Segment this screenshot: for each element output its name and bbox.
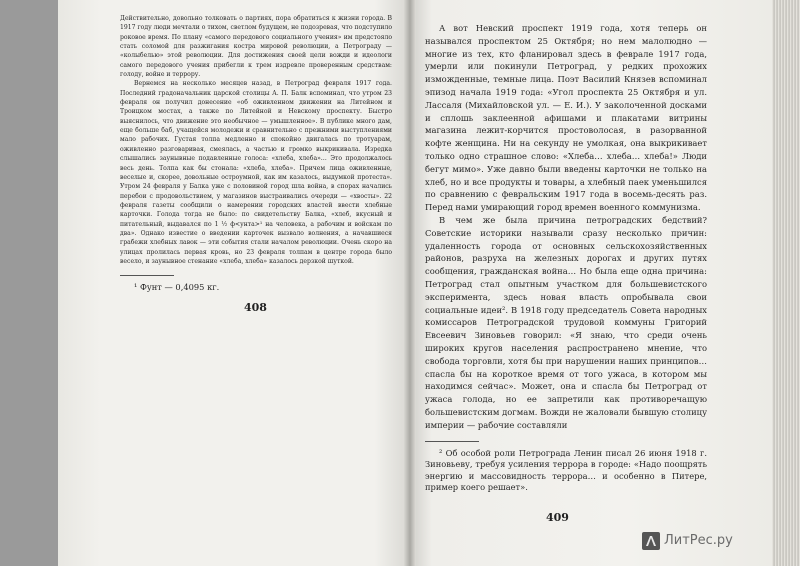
left-page-number: 408 [244,301,267,314]
right-footnote-rule [425,441,479,442]
right-paragraph-2: В чем же была причина петроградских бедствий? Советские историки называли сразу несколько причин: удаленность города от основных сельскохозяйственных районов, разруха на железных дорогах и других путях сообщения, гражданская война… Но была еще одна причина: Петроград стал опытным участком для большевистского эксперимента, здесь новая власть опробывала свои социальные идеи². В 1918 году председатель Совета народных комиссаров Петроградской трудовой коммуны Григорий Евсеевич Зиновьев говорил: «Я знаю, что среди очень широких кругов населения распространено мнение, что свобода торговли, хотя бы при нарушении наших принципов… спасла бы на короткое время от того ужаса, в котором мы находимся сейчас». Может, она и спасла бы Петроград от ужаса голода, но ее запретили как противоречащую большевистским догмам. Вожди не жаловали бывшую столицу империи — рабочие составляли [425,214,707,430]
left-footnote: ¹ Фунт — 0,4095 кг. [134,282,220,293]
left-paragraph-2: Вернемся на несколько месяцев назад, в Петроград февраля 1917 года. Последний градоначальник царской столицы А. П. Балк вспоминал, что утром 23 февраля он получил донесение «об оживленном движении на Литейном и Троицком мостах, а также по Литейной и Невскому проспекту. Быстро выяснилось, что движение это необычное — умышленное». В публике много дам, еще больше баб, учащейся молодежи и сравнительно с прежними выступлениями мало рабочих. Густая толпа медленно и спокойно двигалась по тротуарам, оживленно разговаривая, смеялась, а частью и громко выкрикивала. Изредка слышались заунывные подавленные голоса: «хлеба, хлеба»… Это продолжалось весь день. Толпа как бы стонала: «хлеба, хлеба». Причем лица оживленные, веселые и, скорее, довольные остроумной, как им казалось, выдумкой протеста». Утром 24 февраля у Балка уже с половиной город шла война, в спорах начались перебои с продовольствием, у магазинов выстраивались очереди — «хвосты». 22 февраля газеты сообщили о намерении городских властей ввести хлебные карточки. Голода тогда не было: по свидетельству Балка, «хлеб, вкусный и питательный, выдавался по 1 ½ ф<унта>¹ на человека, а рабочим и войскам по два». Однако известие о введении карточек вызвало волнения, а начавшиеся грабежи хлебных лавок — эти события стали началом революции. Очень скоро на улицах пролилась первая кровь, но 23 февраля толпам в центре города было весело, и заунывное стенание «хлеба, хлеба» казалось дерзкой шуткой. [120,80,392,265]
left-paragraph-1: Действительно, довольно толковать о партиях, пора обратиться к жизни города. В 1917 году люди мечтали о тихом, светлом будущем, не подозревая, что подступило роковое время. По плану «самого передового социального учения» им предстояло стать соломой для разжигания костра мировой революции, а Петрограду — «колыбелью» этой революции. Для достижения своей цели вожди и идеологи самого передового учения прибегли к трем издревле проверенным средствам: голоду, войне и террору. [120,15,392,79]
litres-watermark [642,532,792,554]
left-footnote-rule [120,275,174,276]
left-page-text [120,14,392,294]
litres-logo-icon [642,532,660,550]
right-paragraph-1: А вот Невский проспект 1919 года, хотя теперь он назывался проспектом 25 Октября; но нем малолюдно — многие из тех, кто фланировал здесь в феврале 1917 года, умерли или покинули Петроград, у редких прохожих изможденные, темные лица. Поэт Василий Князев вспоминал эпизод начала 1919 года: «Угол проспекта 25 Октября и ул. Лассаля (Михайловской ул. — Е. И.). У заколоченной досками и сплошь заклеенной афишами и плакатами витрины магазина лежит-корчится простоволосая, в разорванной кофте женщина. Ни на секунду не умолкая, она выкрикивает только одно страшное слово: «Хлеба… хлеба… хлеба!» Люди бегут мимо». Уже давно были введены карточки не только на хлеб, но и все продукты и товары, а хлебный паек уменьшился по сравнению с февральским 1917 года в восемь-десять раз. Перед нами умирающий город времен военного коммунизма. [425,23,707,213]
book-gutter [404,0,416,566]
page-edges [772,0,800,566]
right-page-text [425,22,707,494]
right-footnote: ² Об особой роли Петрограда Ленин писал 26 июня 1918 г. Зиновьеву, требуя усиления террора в городе: «Надо поощрять энергию и массовидность террора… и особенно в Питере, пример коего решает». [425,447,707,492]
watermark-text: ЛитРес.ру [664,533,733,548]
right-page-number: 409 [546,511,569,524]
